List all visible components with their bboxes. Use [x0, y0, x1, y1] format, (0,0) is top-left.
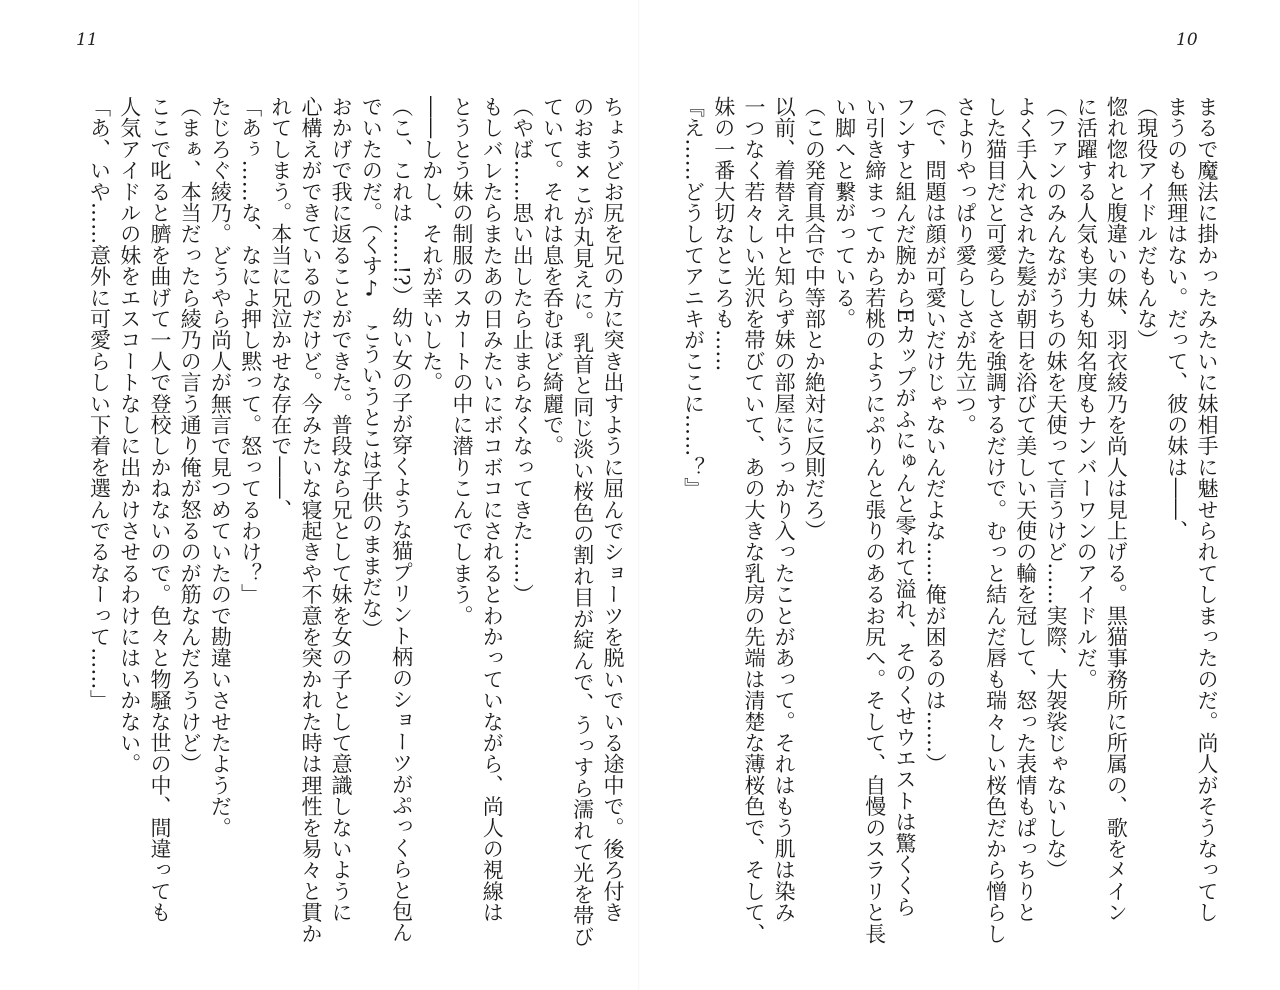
- left-page-line: ――しかし、それが幸いした。: [419, 96, 444, 393]
- right-page-line: 妹の一番大切なところも……: [711, 96, 736, 372]
- left-page-line: ここで叱ると臍を曲げて一人で登校しかねないので。色々と物騒な世の中、間違っても: [147, 96, 172, 923]
- right-page-line: 『え……どうしてアニキがここに……？』: [681, 96, 706, 499]
- right-page-line: （で、問題は顔が可愛いだけじゃないんだよな……俺が困るのは……）: [923, 96, 948, 775]
- left-page-line: ていて。それは息を呑むほど綺麗で。: [540, 96, 565, 457]
- right-page-line: さよりやっぱり愛らしさが先立つ。: [953, 96, 978, 436]
- right-page-line: した猫目だと可愛らしさを強調するだけで。むっと結んだ唇も瑞々しい桜色だから憎らし: [983, 96, 1008, 944]
- right-page-line: まうのも無理はない。だって、彼の妹は――、: [1164, 96, 1189, 542]
- left-page-line: （やば……思い出したら止まらなくなってきた……）: [510, 96, 535, 605]
- left-page-line: ちょうどお尻を兄の方に突き出すように屈んでショーツを脱いでいる途中で。後ろ付き: [601, 96, 625, 923]
- right-page-line: に活躍する人気も実力も知名度もナンバーワンのアイドルだ。: [1074, 96, 1099, 690]
- left-page-line: 心構えができているのだけど。今みたいな寝起きや不意を突かれた時は理性を易々と貫か: [298, 96, 323, 944]
- right-page-text: [672, 96, 1222, 956]
- right-page-line: まるで魔法に掛かったみたいに妹相手に魅せられてしまったのだ。尚人がそうなってし: [1195, 96, 1219, 923]
- right-page-line: フンすと組んだ腕からEカップがふにゅんと零れて溢れ、そのくせウエストは驚くくら: [892, 96, 917, 918]
- page-number-left: 11: [76, 30, 98, 50]
- left-page-line: おかげで我に返ることができた。普段なら兄として妹を女の子として意識しないように: [329, 96, 354, 923]
- left-page-line: でいたのだ。（くす♪ こういうとこは子供のままだな）: [359, 96, 384, 640]
- left-page-line: （まぁ、本当だったら綾乃の言う通り俺が怒るのが筋なんだろうけど）: [178, 96, 203, 775]
- left-page-line: のおま×こが丸見えに。乳首と同じ淡い桜色の割れ目が綻んで、うっすら濡れて光を帯び: [570, 96, 595, 948]
- left-page-line: とうとう妹の制服のスカートの中に潜りこんでしまう。: [449, 96, 474, 626]
- right-page-line: い脚へと繋がっている。: [832, 96, 857, 330]
- page-number-right: 10: [1176, 30, 1198, 50]
- right-page-line: （現役アイドルだもんな）: [1134, 96, 1159, 351]
- right-page-line: 惚れ惚れと腹違いの妹、羽衣綾乃を尚人は見上げる。黒猫事務所に所属の、歌をメイン: [1104, 96, 1129, 923]
- left-page-line: 人気アイドルの妹をエスコートなしに出かけさせるわけにはいかない。: [117, 96, 142, 775]
- left-page-line: もしバレたらまたあの日みたいにボコボコにされるとわかっていながら、尚人の視線は: [480, 96, 505, 923]
- right-page-line: （この発育具合で中等部とか絶対に反則だろ）: [802, 96, 827, 542]
- right-page-line: （ファンのみんながうちの妹を天使って言うけど……実際、大袈裟じゃないしな）: [1043, 96, 1068, 881]
- right-page-line: よく手入れされた髪が朝日を浴びて美しい天使の輪を冠して、怒った表情もぱっちりと: [1013, 96, 1038, 923]
- left-page-line: れてしまう。本当に兄泣かせな存在で――、: [268, 96, 293, 520]
- left-page-line: 「あぅ……な、なによ押し黙って。怒ってるわけ？」: [238, 96, 263, 605]
- left-page-line: 「あ、いや……意外に可愛らしい下着を選んでるなーって……」: [87, 96, 112, 711]
- right-page-line: 一つなく若々しい光沢を帯びていて、あの大きな乳房の先端は清楚な薄桜色で、そして、: [741, 96, 766, 944]
- left-page-line: （こ、これは……!?）幼い女の子が穿くような猫プリント柄のショーツがぷっくらと包ん: [389, 96, 414, 943]
- left-page-line: たじろぐ綾乃。どうやら尚人が無言で見つめていたので勘違いさせたようだ。: [208, 96, 233, 838]
- right-page-line: 以前、着替え中と知らず妹の部屋にうっかり入ったことがあって。それはもう肌は染み: [772, 96, 797, 923]
- left-page-text: [64, 96, 628, 956]
- page-gutter: [638, 0, 640, 990]
- right-page-line: い引き締まってから若桃のようにぷりんと張りのあるお尻へ。そして、自慢のスラリと長: [862, 96, 887, 944]
